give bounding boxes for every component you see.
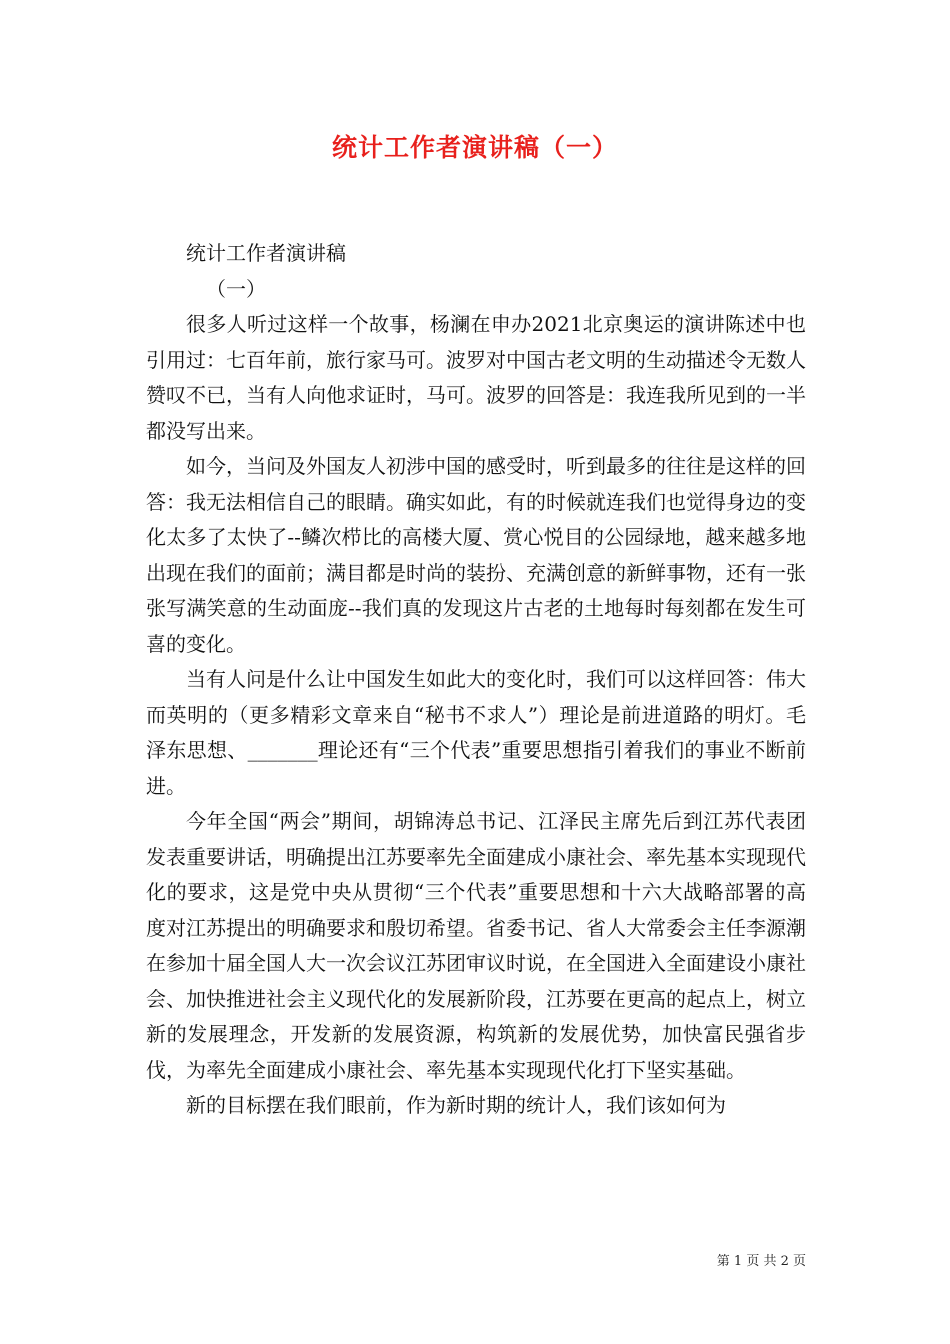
document-body — [146, 236, 806, 1124]
page-number-footer: 第 1 页 共 2 页 — [716, 1254, 806, 1269]
document-title: 统计工作者演讲稿（一） — [331, 133, 618, 162]
paragraph-2: 如今，当问及外国友人初涉中国的感受时，听到最多的往往是这样的回答：我无法相信自己的眼睛。确实如此，有的时候就连我们也觉得身边的变化太多了太快了--鳞次栉比的高楼大厦、赏心悦目的公园绿地，越来越多地出现在我们的面前；满目都是时尚的装扮、充满创意的新鲜事物，还有一张张写满笑意的生动面庞--我们真的发现这片古老的土地每时每刻都在发生可喜的变化。 — [146, 454, 806, 656]
body-heading: 统计工作者演讲稿 — [186, 241, 346, 265]
paragraph-1: 很多人听过这样一个故事，杨澜在申办2021北京奥运的演讲陈述中也引用过：七百年前，旅行家马可。波罗对中国古老文明的生动描述令无数人赞叹不已，当有人向他求证时，马可。波罗的回答是：我连我所见到的一半都没写出来。 — [146, 312, 806, 443]
paragraph-5: 新的目标摆在我们眼前，作为新时期的统计人，我们该如何为 — [186, 1093, 726, 1117]
body-subheading: （一） — [206, 276, 266, 301]
paragraph-4: 今年全国“两会”期间，胡锦涛总书记、江泽民主席先后到江苏代表团发表重要讲话，明确提出江苏要率先全面建成小康社会、率先基本实现现代化的要求，这是党中央从贯彻“三个代表”重要思想和十六大战略部署的高度对江苏提出的明确要求和殷切希望。省委书记、省人大常委会主任李源潮在参加十届全国人大一次会议江苏团审议时说，在全国进入全面建设小康社会、加快推进社会主义现代化的发展新阶段，江苏要在更高的起点上，树立新的发展理念，开发新的发展资源，构筑新的发展优势，加快富民强省步伐，为率先全面建成小康社会、率先基本实现现代化打下坚实基础。 — [146, 809, 806, 1082]
paragraph-3: 当有人问是什么让中国发生如此大的变化时，我们可以这样回答：伟大而英明的（更多精彩文章来自“秘书不求人”）理论是前进道路的明灯。毛泽东思想、_______理论还有“三个代表”重要思想指引着我们的事业不断前进。 — [146, 667, 806, 798]
